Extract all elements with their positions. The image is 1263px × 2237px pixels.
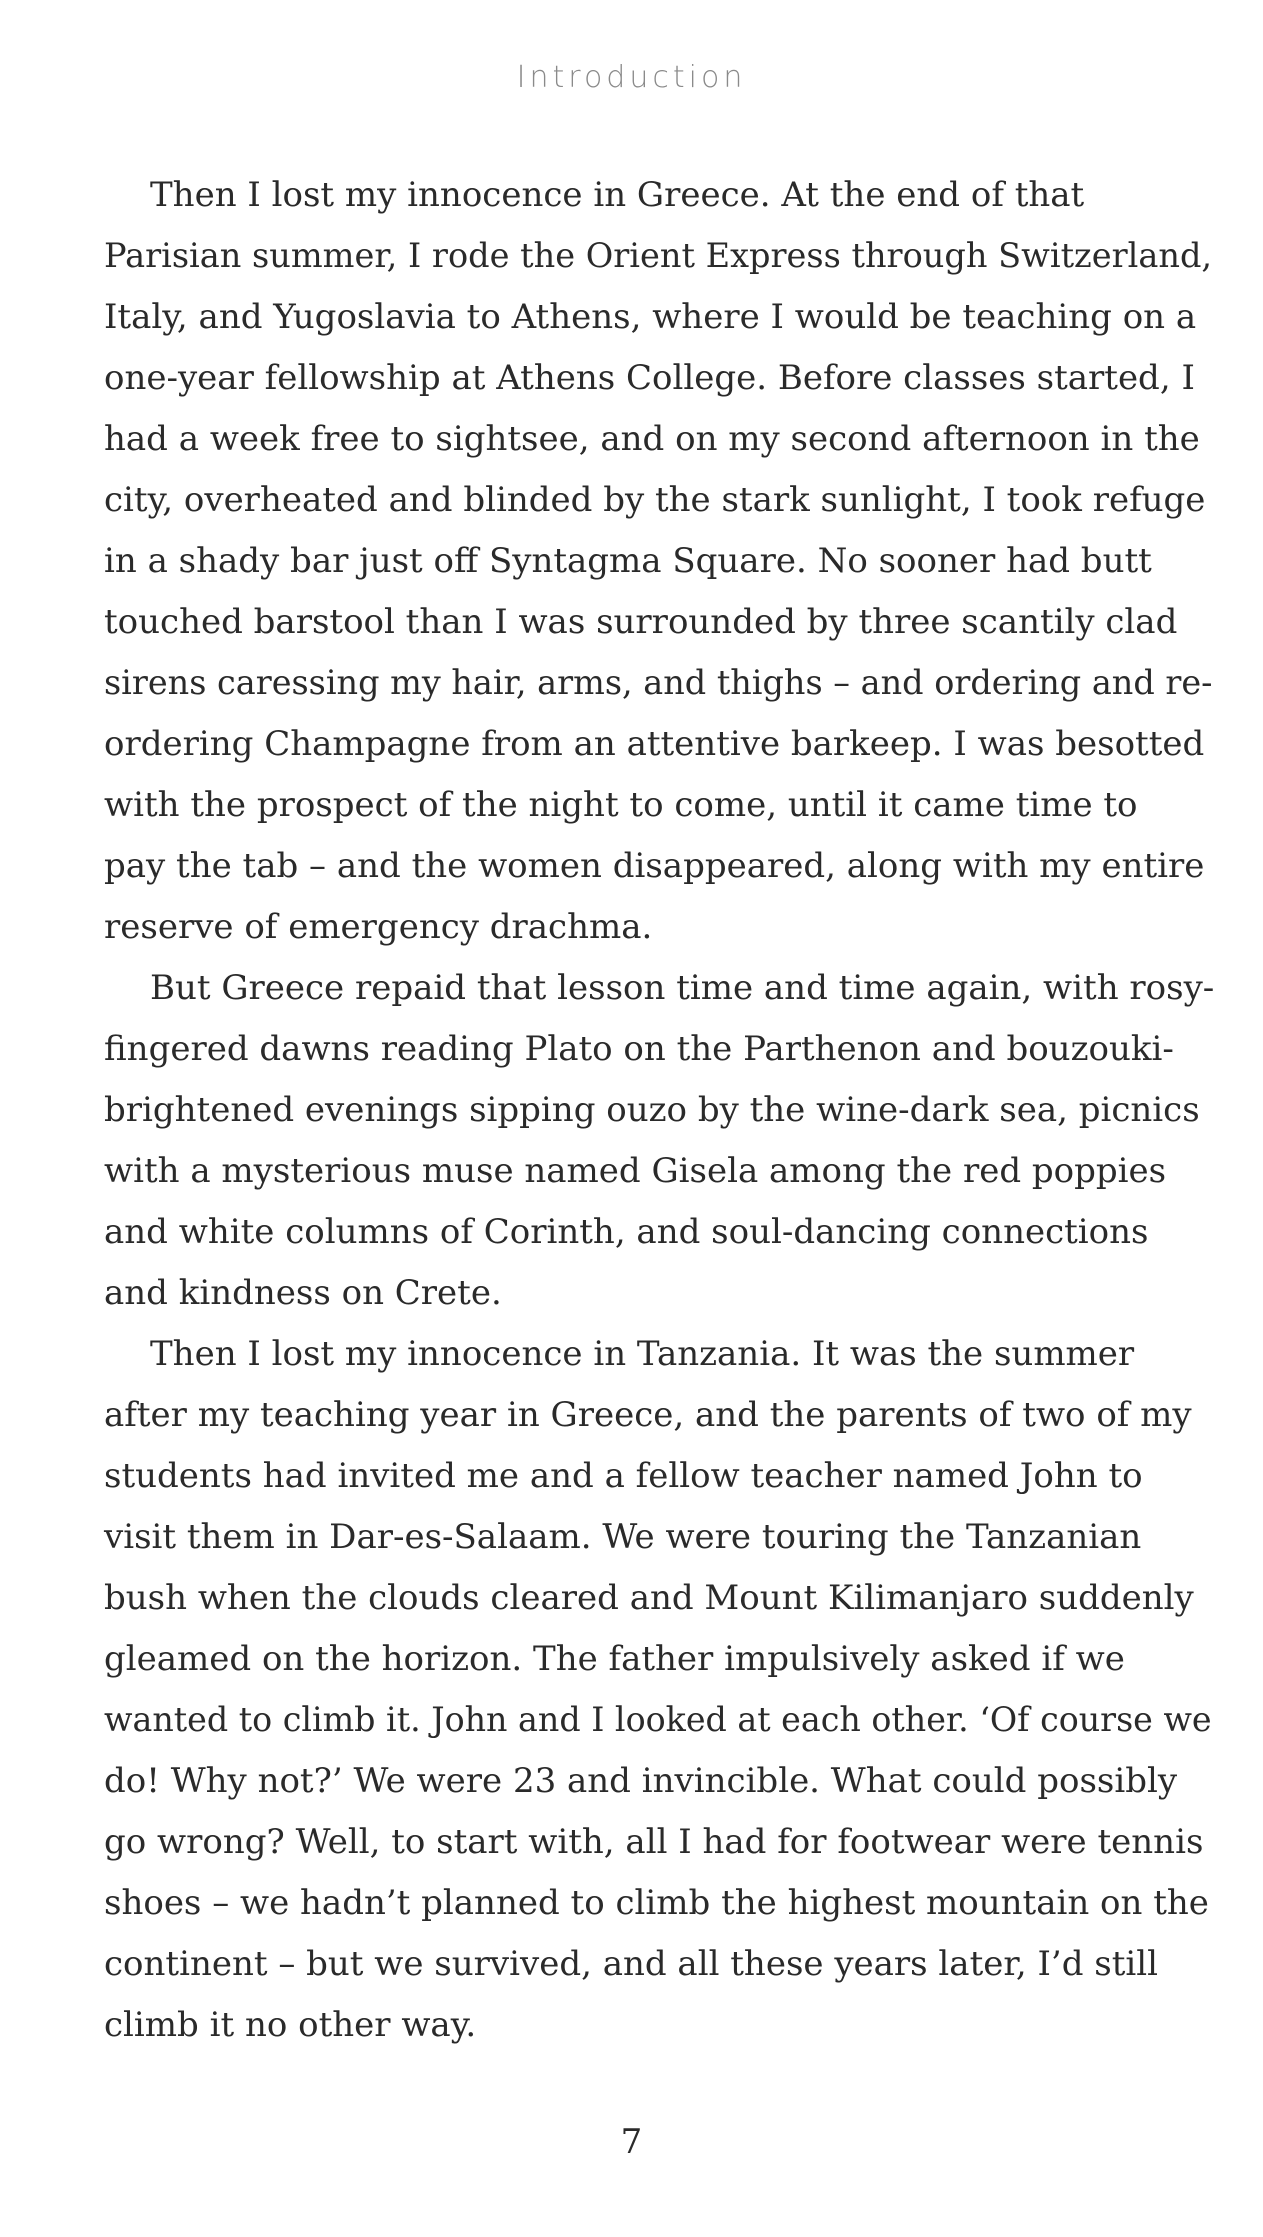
text-line: Italy, and Yugoslavia to Athens, where I would be teaching on a <box>104 297 1197 337</box>
text-line: city, overheated and blinded by the stark sunlight, I took refuge <box>104 480 1206 520</box>
paragraph-1 <box>104 165 1214 958</box>
text-line: wanted to climb it. John and I looked at each other. ‘Of course we <box>104 1700 1212 1740</box>
text-line: But Greece repaid that lesson time and time again, with rosy- <box>150 968 1215 1008</box>
text-line: sirens caressing my hair, arms, and thighs – and ordering and re- <box>104 663 1213 703</box>
text-line: go wrong? Well, to start with, all I had for footwear were tennis <box>104 1822 1204 1862</box>
text-line: touched barstool than I was surrounded by three scantily clad <box>104 602 1178 642</box>
running-head: Introduction <box>516 60 747 95</box>
text-line: pay the tab – and the women disappeared, along with my entire <box>104 846 1205 886</box>
text-line: fingered dawns reading Plato on the Parthenon and bouzouki- <box>104 1029 1174 1069</box>
text-line: continent – but we survived, and all these years later, I’d still <box>104 1944 1159 1984</box>
text-line: shoes – we hadn’t planned to climb the highest mountain on the <box>104 1883 1209 1923</box>
text-line: with the prospect of the night to come, until it came time to <box>104 785 1138 825</box>
text-line: Then I lost my innocence in Tanzania. It was the summer <box>150 1334 1135 1374</box>
text-line: with a mysterious muse named Gisela among the red poppies <box>104 1151 1167 1191</box>
text-line: do! Why not?’ We were 23 and invincible. What could possibly <box>104 1761 1178 1801</box>
text-line: Then I lost my innocence in Greece. At the end of that <box>150 175 1085 215</box>
paragraph-2 <box>104 958 1214 1324</box>
text-line: climb it no other way. <box>104 2005 477 2045</box>
text-line: and white columns of Corinth, and soul-dancing connections <box>104 1212 1149 1252</box>
text-line: bush when the clouds cleared and Mount Kilimanjaro suddenly <box>104 1578 1194 1618</box>
text-line: one-year fellowship at Athens College. Before classes started, I <box>104 358 1195 398</box>
text-line: ordering Champagne from an attentive barkeep. I was besotted <box>104 724 1205 764</box>
text-line: gleamed on the horizon. The father impulsively asked if we <box>104 1639 1125 1679</box>
text-line: after my teaching year in Greece, and the parents of two of my <box>104 1395 1192 1435</box>
text-line: in a shady bar just off Syntagma Square. No sooner had butt <box>104 541 1152 581</box>
text-line: students had invited me and a fellow teacher named John to <box>104 1456 1143 1496</box>
paragraph-3 <box>104 1324 1214 2056</box>
text-line: brightened evenings sipping ouzo by the wine-dark sea, picnics <box>104 1090 1200 1130</box>
text-line: Parisian summer, I rode the Orient Express through Switzerland, <box>104 236 1213 276</box>
page-number: 7 <box>620 2122 643 2162</box>
text-line: and kindness on Crete. <box>104 1273 502 1313</box>
text-line: had a week free to sightsee, and on my second afternoon in the <box>104 419 1200 459</box>
text-line: visit them in Dar-es-Salaam. We were touring the Tanzanian <box>104 1517 1142 1557</box>
body-text <box>104 165 1214 2056</box>
text-line: reserve of emergency drachma. <box>104 907 653 947</box>
